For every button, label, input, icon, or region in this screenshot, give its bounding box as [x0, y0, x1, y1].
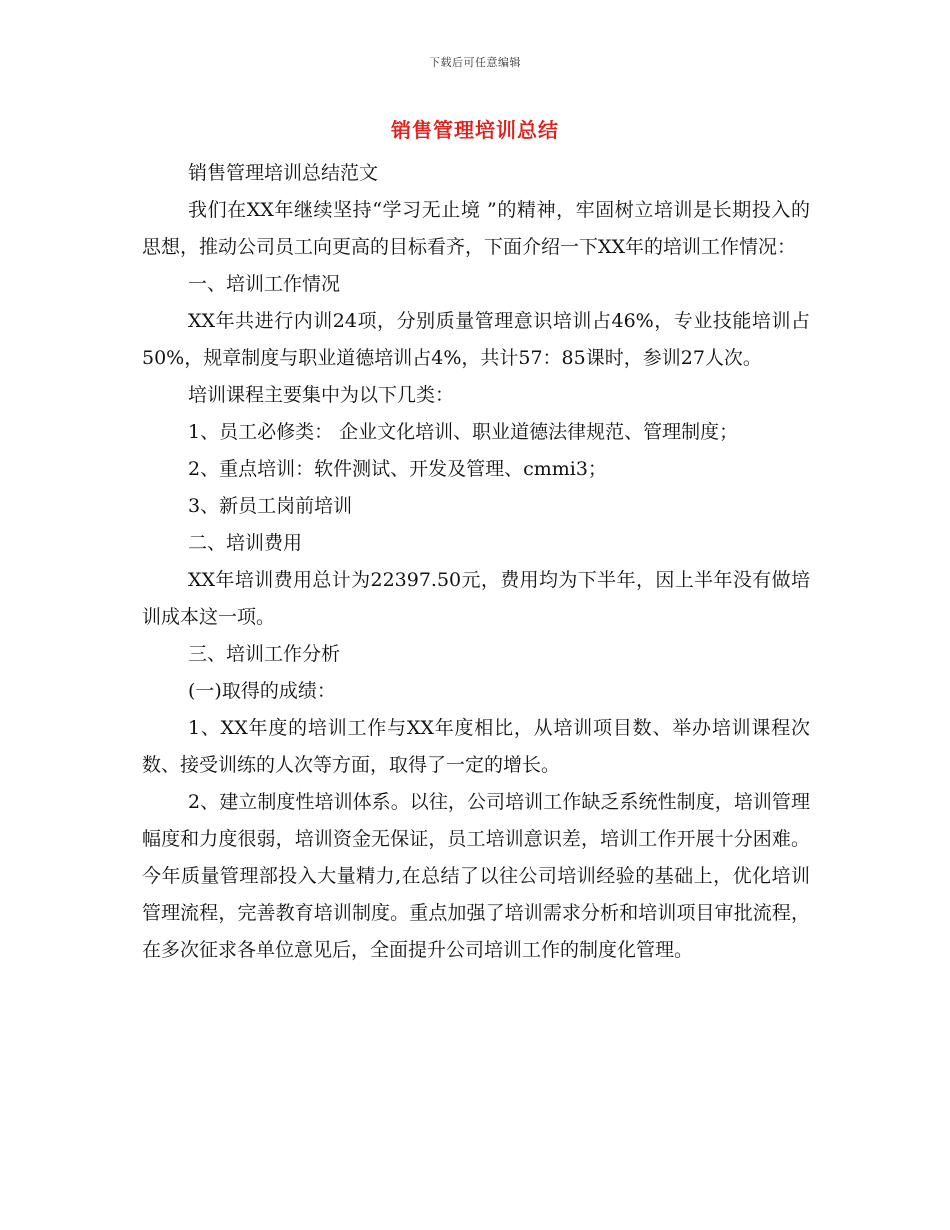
subsection-heading-achievements: (一)取得的成绩： — [188, 680, 336, 702]
list-item-2: 2、重点培训：软件测试、开发及管理、cmmi3； — [188, 458, 607, 480]
paragraph-training-stats: XX年共进行内训24项，分别质量管理意识培训占46%，专业技能培训占50%，规章制度与职业道德培训占4%，共计57：85课时，参训27人次。 — [142, 310, 810, 369]
paragraph-achievement-2: 2、建立制度性培训体系。以往，公司培训工作缺乏系统性制度，培训管理幅度和力度很弱，培训资金无保证，员工培训意识差，培训工作开展十分困难。今年质量管理部投入大量精力,在总结了以往公司培训经验的基础上，优化培训管理流程，完善教育培训制度。重点加强了培训需求分析和培训项目审批流程，在多次征求各单位意见后，全面提升公司培训工作的制度化管理。 — [142, 791, 810, 961]
paragraph-course-types: 培训课程主要集中为以下几类： — [188, 384, 455, 406]
paragraph-training-cost: XX年培训费用总计为22397.50元，费用均为下半年，因上半年没有做培训成本这一项。 — [142, 569, 810, 628]
section-heading-1: 一、培训工作情况 — [188, 273, 341, 295]
section-heading-3: 三、培训工作分析 — [188, 643, 341, 665]
list-item-1: 1、员工必修类： 企业文化培训、职业道德法律规范、管理制度； — [188, 421, 739, 443]
paragraph-subtitle: 销售管理培训总结范文 — [188, 162, 379, 184]
page-header-note: 下载后可任意编辑 — [429, 56, 521, 69]
paragraph-intro: 我们在XX年继续坚持“学习无止境 ”的精神，牢固树立培训是长期投入的思想，推动公司员工向更高的目标看齐，下面介绍一下XX年的培训工作情况： — [142, 199, 810, 258]
list-item-3: 3、新员工岗前培训 — [188, 495, 353, 517]
document-body — [142, 155, 810, 969]
document-title: 销售管理培训总结 — [391, 118, 559, 142]
paragraph-achievement-1: 1、XX年度的培训工作与XX年度相比，从培训项目数、举办培训课程次数、接受训练的人次等方面，取得了一定的增长。 — [142, 717, 810, 776]
section-heading-2: 二、培训费用 — [188, 532, 303, 554]
